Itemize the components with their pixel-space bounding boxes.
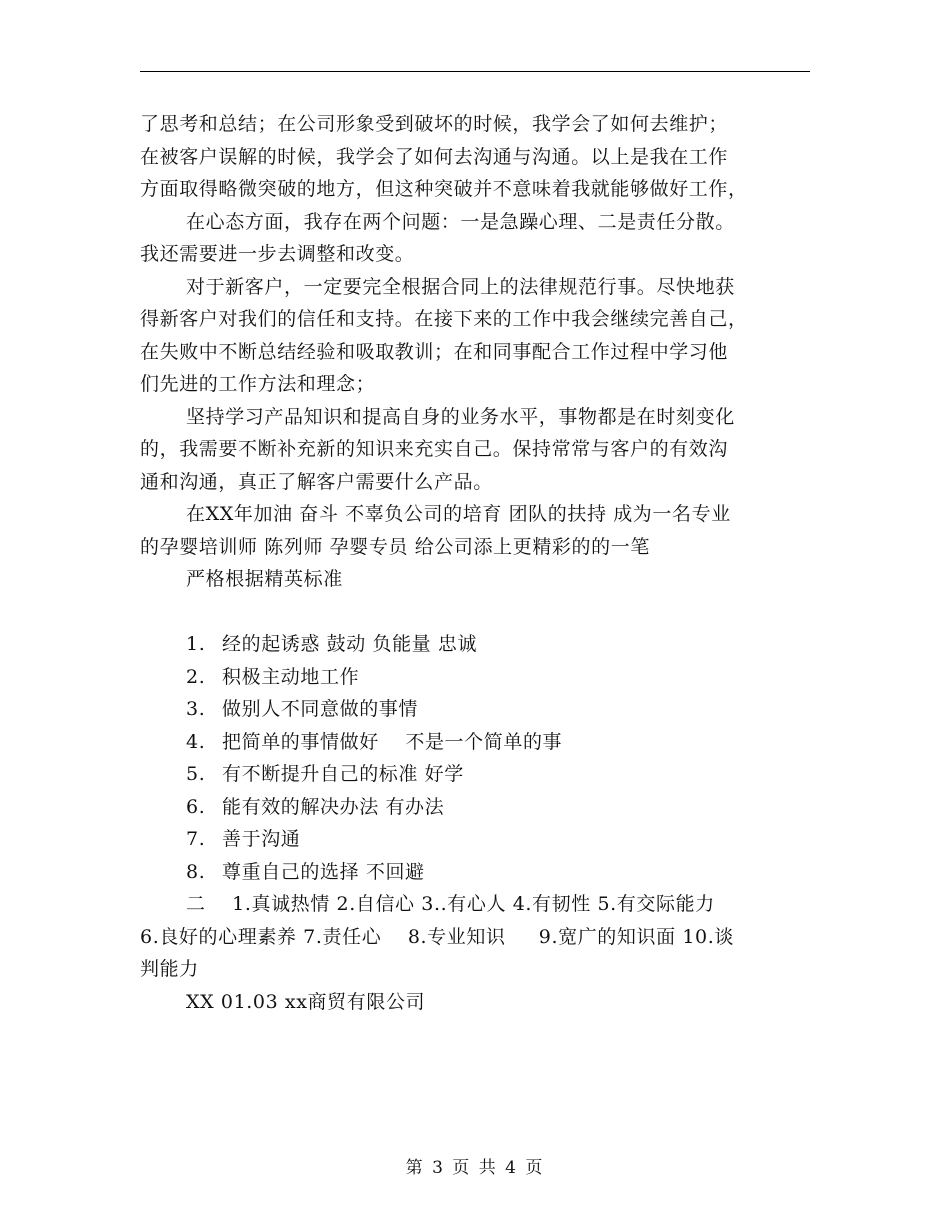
paragraph-line: 得新客户对我们的信任和支持。在接下来的工作中我会继续完善自己， (140, 308, 748, 330)
list-item (140, 856, 810, 889)
section-two-line: 二 1.真诚热情 2.自信心 3..有心人 4.有韧性 5.有交际能力 (186, 893, 715, 915)
paragraph-line: 在失败中不断总结经验和吸取教训；在和同事配合工作过程中学习他 (140, 340, 729, 363)
paragraph-line: 的，我需要不断补充新的知识来充实自己。保持常常与客户的有效沟 (140, 438, 729, 460)
list-number: 8. (186, 860, 206, 883)
page-footer: 第 3 页 共 4 页 (405, 1158, 545, 1178)
list-text: 把简单的事情做好 不是一个简单的事 (222, 730, 563, 753)
paragraph-line: 在XX年加油 奋斗 不辜负公司的培育 团队的扶持 成为一名专业 (186, 503, 731, 525)
list-item (140, 823, 810, 856)
list-text: 善于沟通 (222, 828, 301, 850)
paragraph-line: 对于新客户，一定要完全根据合同上的法律规范行事。尽快地获 (186, 275, 735, 298)
header-rule (140, 71, 810, 72)
list-item (140, 726, 810, 759)
list-number: 3. (186, 698, 206, 720)
section-two-line: 6.良好的心理素养 7.责任心 8.专业知识 9.宽广的知识面 10.谈 (140, 925, 734, 948)
paragraph-line: 们先进的工作方法和理念； (140, 373, 376, 395)
paragraph-line: 在心态方面，我存在两个问题：一是急躁心理、二是责任分散。 (186, 210, 735, 233)
list-item (140, 791, 810, 824)
blank-line (140, 596, 810, 629)
list-number: 5. (186, 763, 206, 785)
list-item (140, 661, 810, 694)
list-item (140, 628, 810, 661)
section-two-line: 判能力 (140, 958, 199, 980)
paragraph-line: 坚持学习产品知识和提高自身的业务水平，事物都是在时刻变化 (186, 405, 735, 428)
list-text: 能有效的解决办法 有办法 (222, 795, 445, 818)
list-item (140, 693, 810, 726)
standard-heading: 严格根据精英标准 (186, 568, 343, 590)
list-number: 1. (186, 633, 206, 655)
list-number: 2. (186, 665, 206, 688)
list-number: 6. (186, 795, 206, 818)
document-body (140, 108, 810, 1018)
paragraph-line: 方面取得略微突破的地方，但这种突破并不意味着我就能够做好工作， (140, 178, 748, 200)
paragraph-line: 在被客户误解的时候，我学会了如何去沟通与沟通。以上是我在工作 (140, 145, 729, 168)
list-item (140, 758, 810, 791)
list-text: 有不断提升自己的标准 好学 (222, 763, 464, 785)
list-number: 4. (186, 730, 206, 753)
paragraph-line: 的孕婴培训师 陈列师 孕婴专员 给公司添上更精彩的的一笔 (140, 535, 650, 558)
list-text: 积极主动地工作 (222, 665, 360, 688)
list-text: 做别人不同意做的事情 (222, 698, 419, 720)
list-text: 尊重自己的选择 不回避 (222, 860, 425, 883)
signature-line: XX 01.03 xx商贸有限公司 (186, 990, 426, 1013)
list-number: 7. (186, 828, 206, 850)
list-text: 经的起诱惑 鼓动 负能量 忠诚 (222, 633, 478, 655)
paragraph-line: 通和沟通，真正了解客户需要什么产品。 (140, 470, 493, 493)
paragraph-line: 了思考和总结；在公司形象受到破坏的时候，我学会了如何去维护； (140, 113, 729, 135)
paragraph-line: 我还需要进一步去调整和改变。 (140, 243, 415, 265)
